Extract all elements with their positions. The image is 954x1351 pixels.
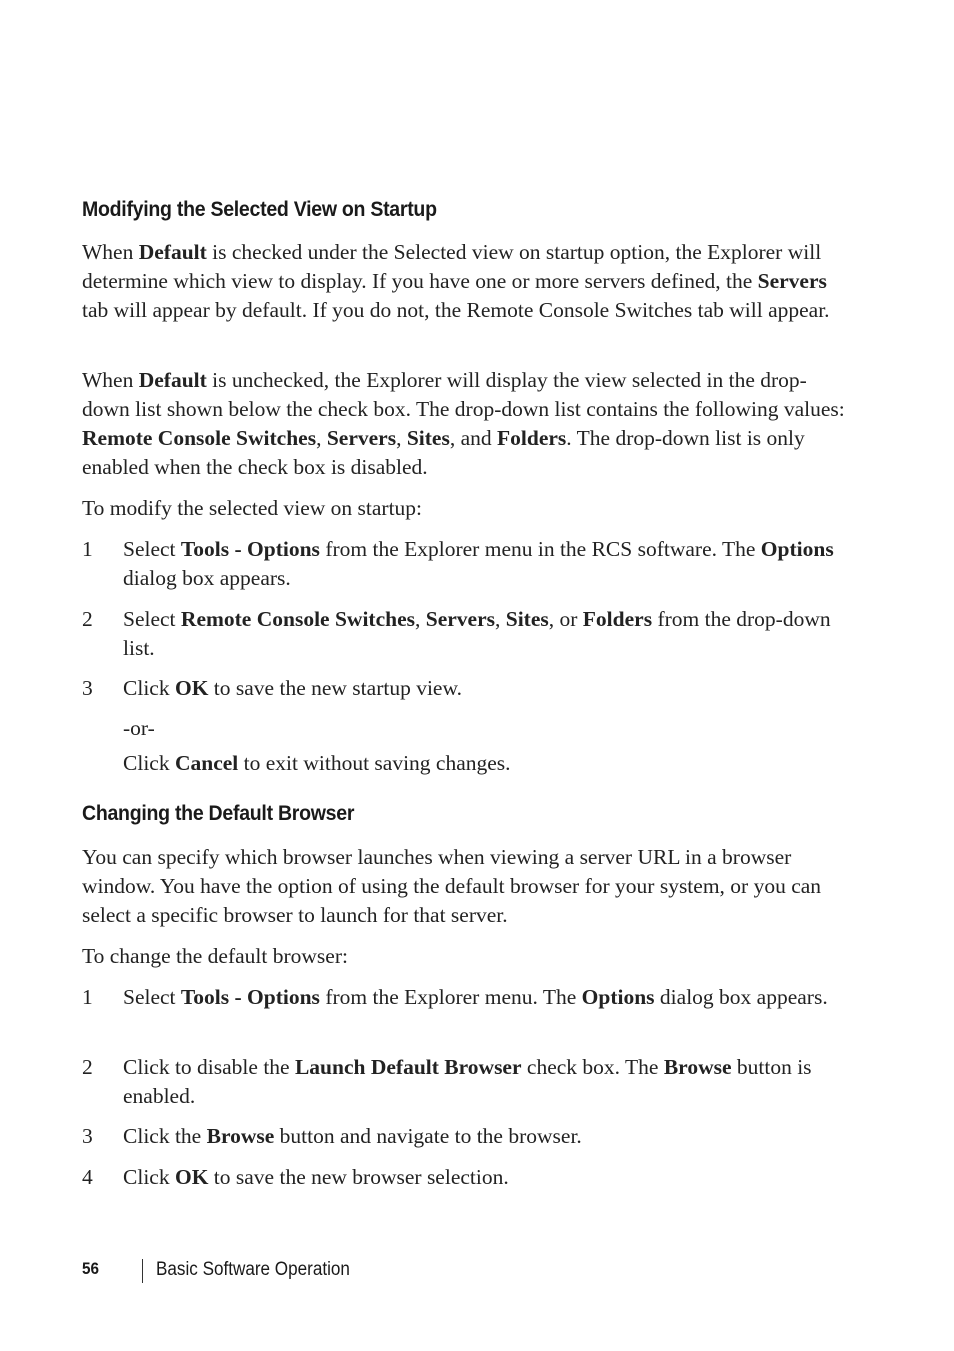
- bold-term: Remote Console Switches: [180, 607, 415, 631]
- bold-term: Tools - Options: [180, 537, 320, 561]
- step-text: Click OK to save the new browser selection.: [123, 1165, 509, 1189]
- section-heading-default-browser: Changing the Default Browser: [82, 802, 355, 825]
- paragraph-default-unchecked: When Default is unchecked, the Explorer will display the view selected in the drop-down list shown below the check box. The drop-down list contains the following values: Remote Console Switches, Servers, Sites, and Folders. The drop-down list is only enabled when the check box is disabled.: [82, 368, 845, 479]
- bold-term: Remote Console Switches: [82, 426, 317, 450]
- bold-term: Servers: [757, 269, 827, 293]
- bold-term: Sites: [505, 607, 549, 631]
- section-heading-startup-view: Modifying the Selected View on Startup: [82, 198, 437, 221]
- bold-term: Servers: [425, 607, 495, 631]
- bold-term: Tools - Options: [180, 985, 320, 1009]
- bold-term: Folders: [497, 426, 567, 450]
- cancel-instruction: Click Cancel to exit without saving changes.: [123, 751, 511, 775]
- bold-term: Default: [138, 240, 207, 264]
- step-number: 1: [82, 537, 93, 561]
- paragraph-default-checked: When Default is checked under the Selected view on startup option, the Explorer will determine which view to display. If you have one or more servers defined, the Servers tab will appear by default. If you do not, the Remote Console Switches tab will appear.: [82, 240, 830, 322]
- step-text: Select Remote Console Switches, Servers, Sites, or Folders from the drop-down list.: [123, 607, 831, 660]
- bold-term: Cancel: [174, 751, 239, 775]
- bold-term: Sites: [406, 426, 450, 450]
- step-number: 1: [82, 985, 93, 1009]
- bold-term: Default: [138, 368, 207, 392]
- paragraph-browser-intro: You can specify which browser launches when viewing a server URL in a browser window. You have the option of using the default browser for your system, or you can select a specific browser to launch for that server.: [82, 845, 822, 927]
- intro-change-browser: To change the default browser:: [82, 944, 348, 968]
- or-separator: -or-: [123, 716, 155, 740]
- bold-term: Options: [581, 985, 655, 1009]
- step-number: 2: [82, 1055, 93, 1079]
- bold-term: Servers: [326, 426, 397, 450]
- step-text: Click OK to save the new startup view.: [123, 676, 462, 700]
- bold-term: Options: [760, 537, 834, 561]
- step-number: 4: [82, 1165, 93, 1189]
- step-text: Select Tools - Options from the Explorer menu in the RCS software. The Options dialog box appears.: [123, 537, 834, 590]
- footer-divider: [142, 1259, 143, 1283]
- bold-term: Launch Default Browser: [294, 1055, 522, 1079]
- bold-term: Folders: [582, 607, 653, 631]
- footer-chapter-title: Basic Software Operation: [156, 1259, 350, 1280]
- step-text: Click the Browse button and navigate to the browser.: [123, 1124, 582, 1148]
- intro-modify-view: To modify the selected view on startup:: [82, 496, 423, 520]
- step-text: Click to disable the Launch Default Browser check box. The Browse button is enabled.: [123, 1055, 812, 1108]
- page-number: 56: [82, 1259, 100, 1278]
- bold-term: Browse: [206, 1124, 275, 1148]
- bold-term: OK: [174, 1165, 209, 1189]
- step-number: 3: [82, 676, 93, 700]
- step-number: 3: [82, 1124, 93, 1148]
- step-number: 2: [82, 607, 93, 631]
- bold-term: OK: [174, 676, 209, 700]
- bold-term: Browse: [663, 1055, 732, 1079]
- step-text: Select Tools - Options from the Explorer menu. The Options dialog box appears.: [123, 985, 828, 1009]
